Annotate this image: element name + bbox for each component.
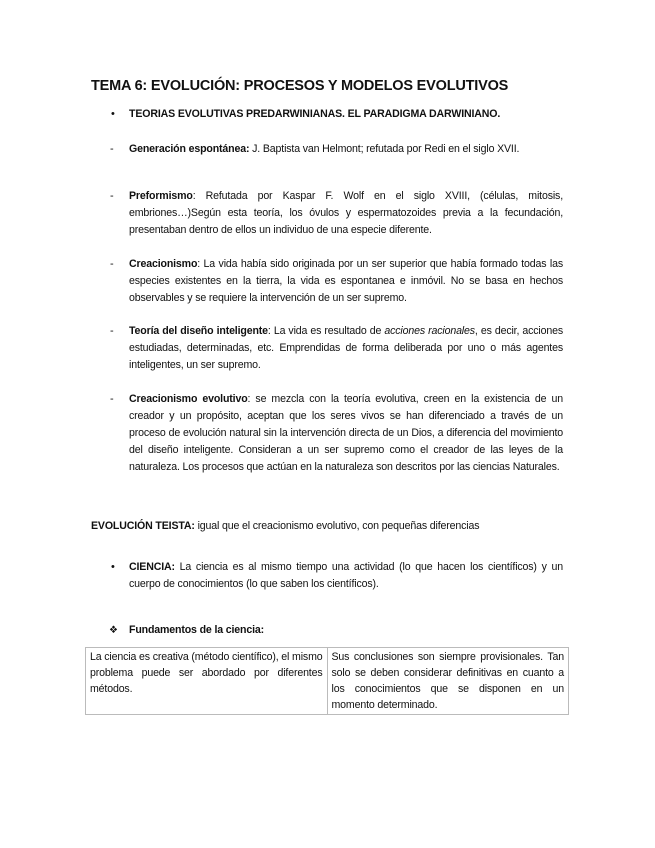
dash-marker: - xyxy=(110,258,114,270)
diamond-bullet-icon: ❖ xyxy=(109,625,118,636)
term: Generación espontánea: xyxy=(129,143,250,155)
bullet-icon: • xyxy=(111,561,115,573)
term: Creacionismo evolutivo xyxy=(129,393,248,405)
description: : La vida había sido originada por un ser superior que había formado todas las especies existentes en la tierra, la vida es espontanea e inmóvil. No se basa en hechos observables y se requiere la intervención de un ser supremo. xyxy=(129,258,563,304)
evolucion-teista xyxy=(91,518,479,535)
description: , es decir, acciones estudiadas, determinadas, etc. Emprendidas de forma deliberada por uno o más agentes inteligentes, un ser supremo. xyxy=(129,325,563,371)
description: La ciencia es al mismo tiempo una actividad (lo que hacen los científicos) y un cuerpo de conocimientos (lo que saben los científicos). xyxy=(129,561,563,590)
dash-marker: - xyxy=(110,393,114,405)
fundamentos-heading: Fundamentos de la ciencia: xyxy=(129,624,265,636)
dash-marker: - xyxy=(110,190,114,202)
table-cell: La ciencia es creativa (método científico), el mismo problema puede ser abordado por diferentes métodos. xyxy=(86,648,328,715)
term: Preformismo xyxy=(129,190,193,202)
description: : La vida es resultado de xyxy=(267,325,385,337)
fundamentos-table xyxy=(85,647,569,715)
term: EVOLUCIÓN TEISTA: xyxy=(91,520,195,532)
list-item-diseno-inteligente xyxy=(129,323,563,374)
page-title: TEMA 6: EVOLUCIÓN: PROCESOS Y MODELOS EVOLUTIVOS xyxy=(91,78,509,94)
list-item-preformismo xyxy=(129,188,563,239)
table-row xyxy=(86,648,569,715)
term: Creacionismo xyxy=(129,258,198,270)
dash-marker: - xyxy=(110,325,114,337)
italic-phrase: acciones racionales xyxy=(384,325,475,337)
table-cell: Sus conclusiones son siempre provisionales. Tan solo se deben considerar definitivas en cuanto a los conocimientos que se disponen en un momento determinado. xyxy=(327,648,569,715)
description: : Refutada por Kaspar F. Wolf en el siglo XVIII, (células, mitosis, embriones…)Según esta teoría, los óvulos y espermatozoides previa a la fecundación, presentaban dentro de ellos un individuo de una especie diferente. xyxy=(129,190,563,236)
ciencia-paragraph xyxy=(129,559,563,593)
description: igual que el creacionismo evolutivo, con pequeñas diferencias xyxy=(194,520,480,532)
bullet-icon: • xyxy=(111,108,115,120)
list-item-generacion xyxy=(129,141,563,158)
term: CIENCIA: xyxy=(129,561,175,573)
description: J. Baptista van Helmont; refutada por Redi en el siglo XVII. xyxy=(249,143,520,155)
dash-marker: - xyxy=(110,143,114,155)
description: : se mezcla con la teoría evolutiva, creen en la existencia de un creador y un propósito, aceptan que los seres vivos se han diferenciado a través de un proceso de evolución natural sin la intervención directa de un Dios, a diferencia del movimiento del diseño inteligente. Consideran a un ser supremo como el creador de las leyes de la naturaleza. Los procesos que actúan en la naturaleza son descritos por las ciencias Naturales. xyxy=(129,393,563,473)
list-item-creacionismo xyxy=(129,256,563,307)
list-item-creacionismo-evolutivo xyxy=(129,391,563,476)
term: Teoría del diseño inteligente xyxy=(129,325,268,337)
section-heading: TEORIAS EVOLUTIVAS PREDARWINIANAS. EL PARADIGMA DARWINIANO. xyxy=(129,108,501,120)
